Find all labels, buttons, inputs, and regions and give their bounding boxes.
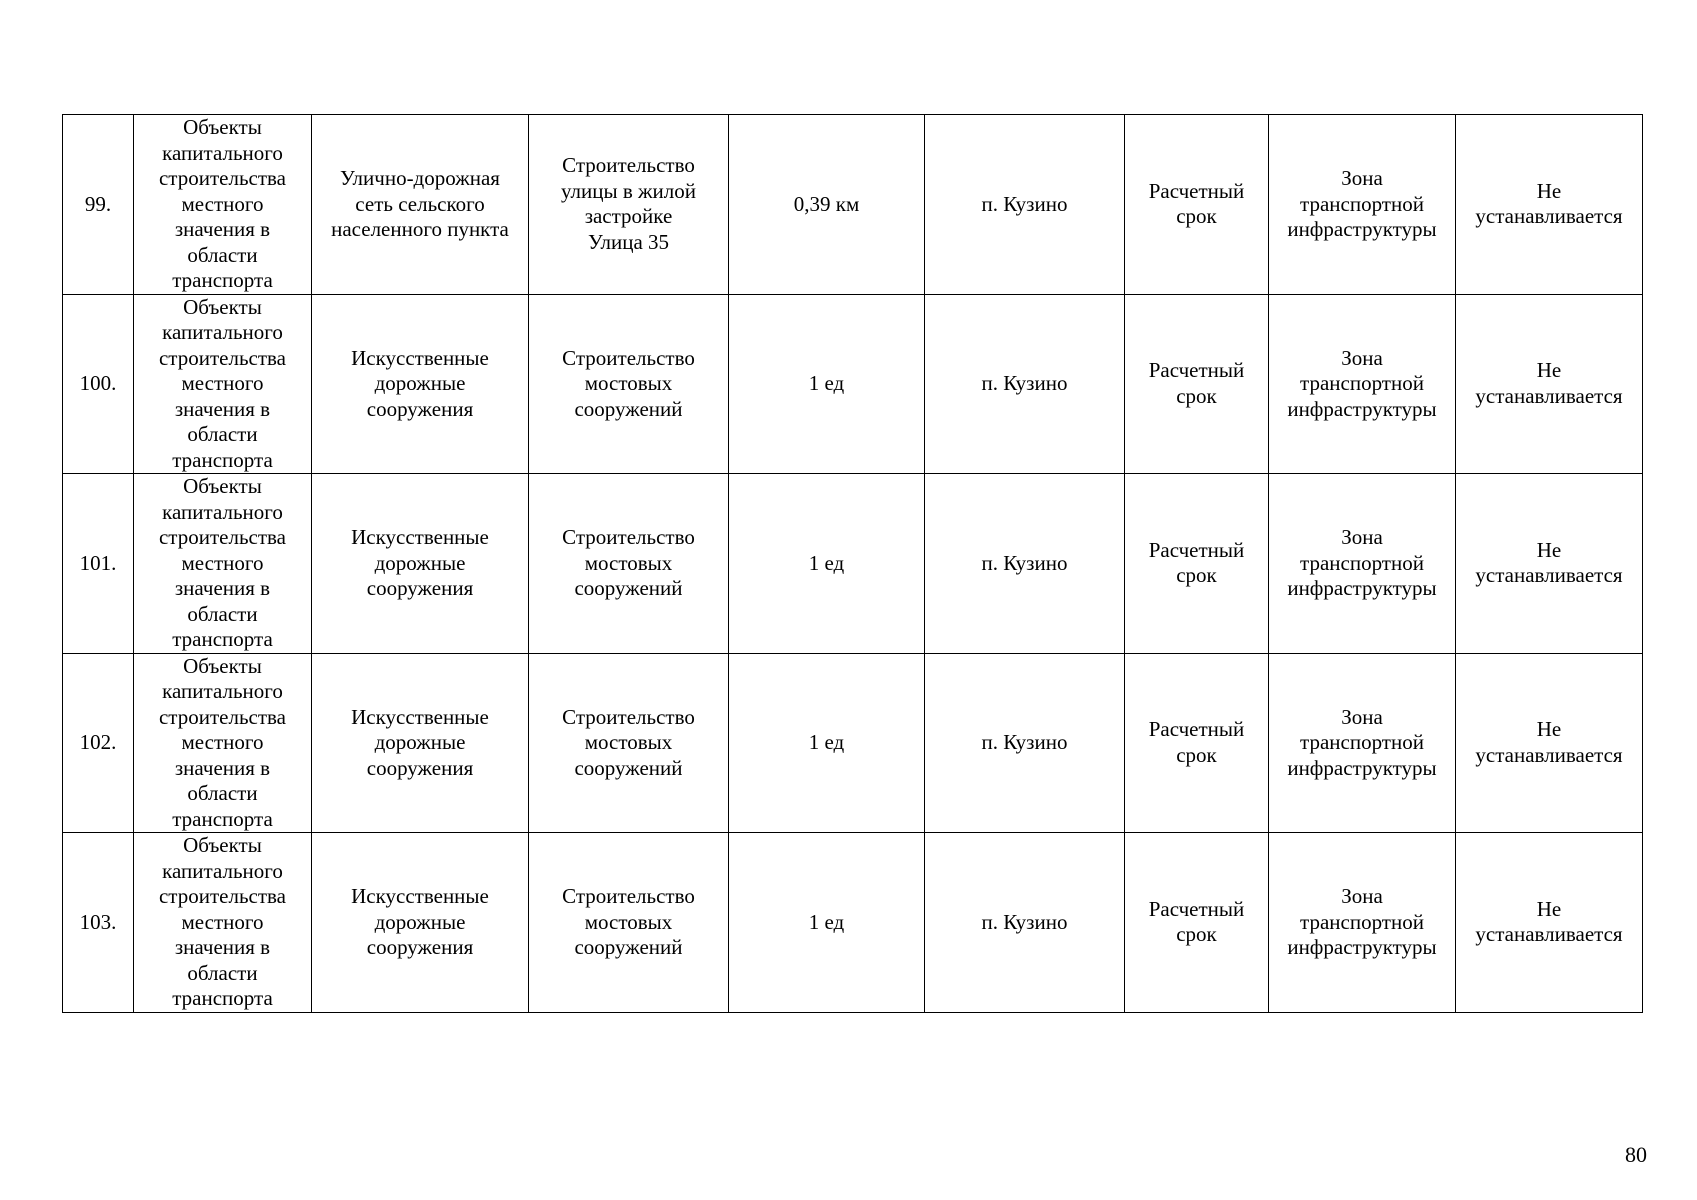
location: п. Кузино: [981, 371, 1068, 395]
object-name: Строительство мостовых сооружений: [562, 525, 695, 600]
zone: Зона транспортной инфраструктуры: [1287, 704, 1437, 780]
protection-zone-cell: [1456, 833, 1643, 1013]
capacity-cell: [729, 833, 925, 1013]
object-kind: Объекты капитального строительства местного значения в области транспорта: [158, 115, 286, 292]
capacity: 1 ед: [808, 730, 845, 754]
period: Расчетный срок: [1148, 537, 1245, 588]
object-name-cell: [529, 653, 729, 833]
capacity: 1 ед: [808, 909, 845, 934]
zone-cell: [1269, 294, 1456, 474]
object-name: Строительство мостовых сооружений: [562, 704, 695, 780]
capacity-cell: [729, 474, 925, 654]
protection-zone-cell: [1456, 653, 1643, 833]
protection-zone: Не устанавливается: [1475, 537, 1623, 588]
location-cell: [925, 115, 1125, 295]
period-cell: [1125, 653, 1269, 833]
location-cell: [925, 474, 1125, 654]
period-cell: [1125, 294, 1269, 474]
period: Расчетный срок: [1148, 717, 1245, 767]
object-name: Строительство мостовых сооружений: [562, 345, 695, 421]
object-kind-cell: [134, 653, 312, 833]
object-type: Искусственные дорожные сооружения: [351, 345, 489, 421]
object-name-cell: [529, 294, 729, 474]
period: Расчетный срок: [1148, 896, 1245, 947]
object-kind-cell: [134, 294, 312, 474]
object-kind: Объекты капитального строительства местного значения в области транспорта: [158, 294, 286, 472]
page-number: 80: [1625, 1142, 1647, 1167]
zone: Зона транспортной инфраструктуры: [1287, 525, 1437, 600]
capacity: 1 ед: [808, 371, 845, 395]
row-number-cell: [63, 115, 134, 295]
object-type-cell: [312, 294, 529, 474]
zone: Зона транспортной инфраструктуры: [1287, 345, 1437, 421]
location: п. Кузино: [981, 550, 1068, 575]
protection-zone: Не устанавливается: [1475, 178, 1623, 229]
protection-zone-cell: [1456, 474, 1643, 654]
object-name: Строительство улицы в жилой застройке Улица 35: [560, 153, 697, 254]
object-type: Искусственные дорожные сооружения: [351, 704, 489, 780]
location: п. Кузино: [981, 909, 1068, 934]
row-number-cell: [63, 653, 134, 833]
protection-zone: Не устанавливается: [1475, 717, 1623, 767]
protection-zone: Не устанавливается: [1475, 358, 1623, 408]
zone-cell: [1269, 833, 1456, 1013]
table-row: [63, 653, 1643, 833]
location-cell: [925, 653, 1125, 833]
object-kind: Объекты капитального строительства местного значения в области транспорта: [158, 833, 286, 1010]
object-type-cell: [312, 474, 529, 654]
object-type: Улично-дорожная сеть сельского населенного пункта: [331, 166, 509, 241]
capacity-cell: [729, 653, 925, 833]
zone: Зона транспортной инфраструктуры: [1287, 884, 1437, 959]
protection-zone-cell: [1456, 115, 1643, 295]
period: Расчетный срок: [1148, 178, 1245, 229]
table-row: [63, 294, 1643, 474]
period-cell: [1125, 474, 1269, 654]
zone-cell: [1269, 474, 1456, 654]
capacity-cell: [729, 115, 925, 295]
object-name-cell: [529, 115, 729, 295]
zone: Зона транспортной инфраструктуры: [1287, 166, 1437, 241]
period-cell: [1125, 833, 1269, 1013]
period: Расчетный срок: [1148, 358, 1245, 408]
object-type-cell: [312, 653, 529, 833]
period-cell: [1125, 115, 1269, 295]
row-number-cell: [63, 833, 134, 1013]
location-cell: [925, 833, 1125, 1013]
object-type-cell: [312, 833, 529, 1013]
location: п. Кузино: [981, 191, 1068, 216]
object-type: Искусственные дорожные сооружения: [351, 525, 489, 600]
object-kind: Объекты капитального строительства местного значения в области транспорта: [158, 474, 286, 651]
object-kind-cell: [134, 833, 312, 1013]
row-number: 99.: [84, 191, 112, 216]
table-row: [63, 115, 1643, 295]
row-number: 100.: [79, 371, 117, 395]
object-type: Искусственные дорожные сооружения: [351, 884, 489, 959]
zone-cell: [1269, 653, 1456, 833]
row-number: 101.: [79, 550, 117, 575]
object-name-cell: [529, 833, 729, 1013]
row-number-cell: [63, 294, 134, 474]
object-kind: Объекты капитального строительства местного значения в области транспорта: [158, 653, 286, 831]
object-kind-cell: [134, 115, 312, 295]
row-number: 102.: [79, 730, 117, 754]
object-kind-cell: [134, 474, 312, 654]
protection-zone-cell: [1456, 294, 1643, 474]
capacity: 0,39 км: [793, 191, 860, 216]
object-name: Строительство мостовых сооружений: [562, 884, 695, 959]
location-cell: [925, 294, 1125, 474]
location: п. Кузино: [981, 730, 1068, 754]
row-number: 103.: [79, 909, 117, 934]
table-row: [63, 833, 1643, 1013]
objects-table: [62, 114, 1643, 1013]
object-name-cell: [529, 474, 729, 654]
capacity-cell: [729, 294, 925, 474]
capacity: 1 ед: [808, 550, 845, 575]
table-row: [63, 474, 1643, 654]
row-number-cell: [63, 474, 134, 654]
zone-cell: [1269, 115, 1456, 295]
protection-zone: Не устанавливается: [1475, 896, 1623, 947]
object-type-cell: [312, 115, 529, 295]
